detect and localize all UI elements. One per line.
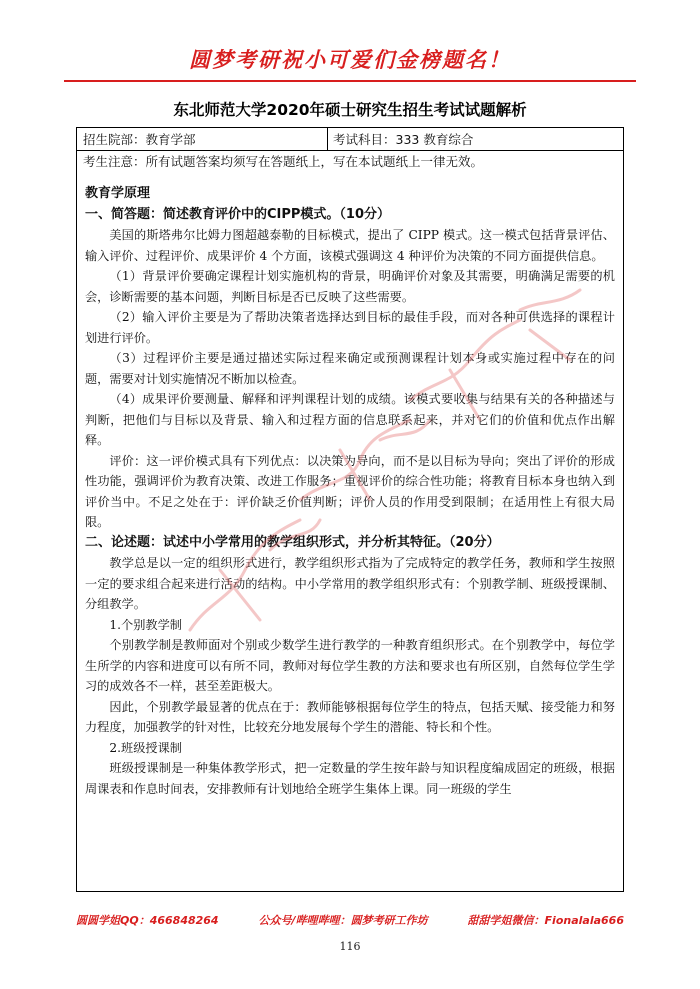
footer-public-account: 公众号/哔哩哔哩：圆梦考研工作坊 [258,914,428,927]
q1-paragraph: 美国的斯塔弗尔比姆力图超越泰勒的目标模式，提出了 CIPP 模式。这一模式包括背景评估、输入评价、过程评价、成果评价 4 个方面，该模式强调这 4 种评价为决策的不同方面提供信息。 [85,228,615,263]
answer-content [85,180,615,799]
banner-slogan: 圆梦考研祝小可爱们金榜题名！ [189,48,511,72]
question-2-heading: 二、论述题：试述中小学常用的教学组织形式，并分析其特征。（20分） [85,534,500,550]
subsection-title: 1.个别教学制 [109,617,182,632]
college-label: 招生院部：教育学部 [83,132,196,147]
q1-paragraph: （4）成果评价要测量、解释和评判课程计划的成绩。该模式要收集与结果有关的各种描述与判断，把他们与目标以及背景、输入和过程方面的信息联系起来，并对它们的价值和优点作出解释。 [85,392,615,447]
exam-notice: 考生注意：所有试题答案均须写在答题纸上，写在本试题纸上一律无效。 [83,154,484,169]
subject-label: 考试科目：333 教育综合 [333,132,474,147]
info-separator [327,128,328,150]
q2-paragraph: 班级授课制是一种集体教学形式，把一定数量的学生按年龄与知识程度编成固定的班级，根据周课表和作息时间表，安排教师有计划地给全班学生集体上课。同一班级的学生 [85,761,615,796]
banner-divider [64,80,636,82]
q2-intro: 教学总是以一定的组织形式进行，教学组织形式指为了完成特定的教学任务，教师和学生按照一定的要求组合起来进行活动的结构。中小学常用的教学组织形式有：个别教学制、班级授课制、分组教学。 [85,556,615,611]
exam-frame [76,127,624,892]
q2-paragraph: 因此，个别教学最显著的优点在于：教师能够根据每位学生的特点，包括天赋、接受能力和努力程度，加强教学的针对性，比较充分地发展每个学生的潜能、特长和个性。 [85,699,615,734]
q2-paragraph: 个别教学制是教师面对个别或少数学生进行教学的一种教育组织形式。在个别教学中，每位学生所学的内容和进度可以有所不同，教师对每位学生教的方法和要求也有所区别，自然每位学生学习的成效各不一样，甚至差距极大。 [85,638,615,693]
footer-wechat: 甜甜学姐微信：Fionalala666 [467,914,624,927]
section-heading: 教育学原理 [85,186,151,201]
q1-paragraph: （3）过程评价主要是通过描述实际过程来确定或预测课程计划本身或实施过程中存在的问题，需要对计划实施情况不断加以检查。 [85,351,615,386]
question-1-heading: 一、简答题：简述教育评价中的CIPP模式。（10分） [85,206,391,222]
footer-qq: 圆圆学姐QQ：466848264 [76,914,219,927]
q1-paragraph: （2）输入评价主要是为了帮助决策者选择达到目标的最佳手段，而对各种可供选择的课程计划进行评价。 [85,310,615,345]
info-row [77,128,623,151]
q1-paragraph: （1）背景评价要确定课程计划实施机构的背景，明确评价对象及其需要，明确满足需要的机会，诊断需要的基本问题，判断目标是否已反映了这些需要。 [85,269,615,304]
q1-paragraph: 评价：这一评价模式具有下列优点：以决策为导向，而不是以目标为导向；突出了评价的形成性功能，强调评价为教育决策、改进工作服务；重视评价的综合性功能；将教育目标本身也纳入到评价当中。不足之处在于：评价缺乏价值判断；评价人员的作用受到限制；在适用性上有很大局限。 [85,453,615,529]
footer-contacts [76,912,624,928]
subsection-title: 2.班级授课制 [109,740,182,755]
document-title: 东北师范大学2020年硕士研究生招生考试试题解析 [173,101,527,119]
page-number: 116 [339,940,361,953]
